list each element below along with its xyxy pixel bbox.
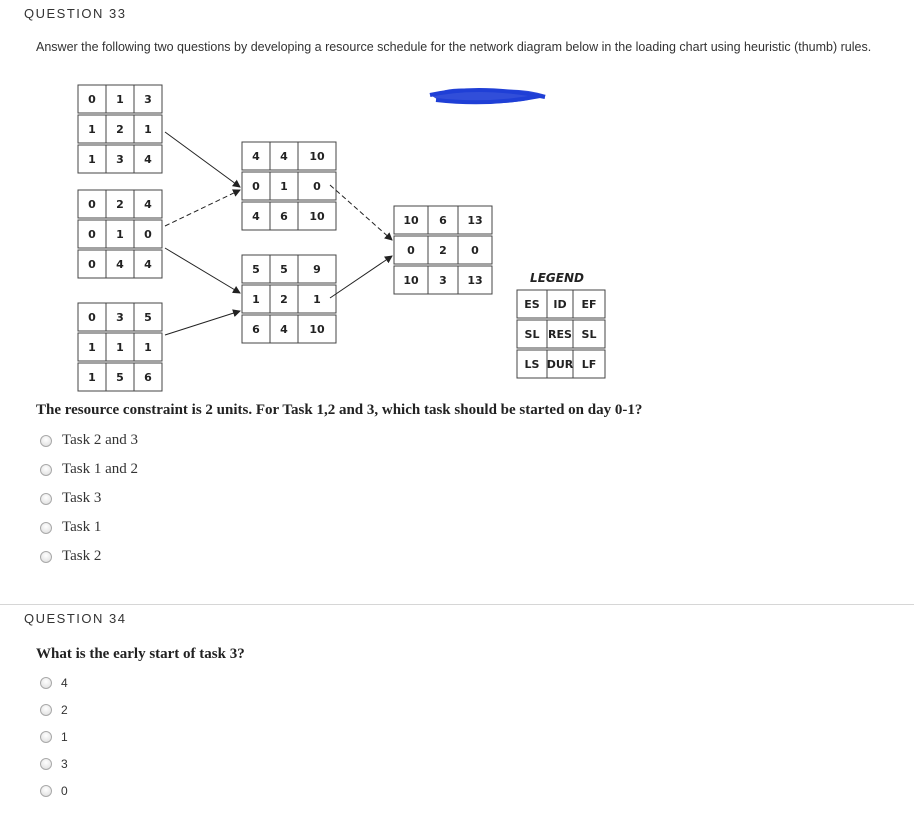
option-label: 1 — [61, 730, 68, 744]
activity-node-value: 4 — [252, 150, 260, 163]
activity-node-value: 1 — [144, 123, 152, 136]
legend-value: EF — [581, 298, 597, 311]
activity-node-value: 1 — [88, 371, 96, 384]
activity-node-value: 4 — [144, 258, 152, 271]
activity-node-value: 1 — [280, 180, 288, 193]
activity-node-value: 0 — [313, 180, 321, 193]
network-diagram — [0, 0, 914, 400]
dependency-arrow — [330, 185, 392, 240]
activity-node-value: 0 — [252, 180, 260, 193]
activity-node-value: 0 — [88, 93, 96, 106]
question-34-option-5[interactable] — [40, 784, 68, 798]
question-34-option-1[interactable] — [40, 676, 68, 690]
radio-button[interactable] — [40, 785, 52, 797]
option-label: Task 2 — [62, 548, 102, 564]
activity-node-value: 0 — [407, 244, 415, 257]
activity-node-value: 1 — [88, 341, 96, 354]
option-label: 2 — [61, 703, 68, 717]
legend-value: ES — [524, 298, 540, 311]
dependency-arrow — [165, 248, 240, 293]
radio-button[interactable] — [40, 493, 52, 505]
activity-node-value: 2 — [116, 123, 124, 136]
activity-node-value: 6 — [252, 323, 260, 336]
activity-node-value: 2 — [439, 244, 447, 257]
radio-button[interactable] — [40, 464, 52, 476]
activity-node-1 — [78, 85, 162, 173]
question-34-prompt: What is the early start of task 3? — [36, 646, 245, 662]
legend-value: DUR — [546, 358, 574, 371]
activity-node-value: 4 — [144, 198, 152, 211]
option-label: Task 1 — [62, 519, 102, 535]
question-33-option-4[interactable] — [40, 519, 101, 536]
activity-node-value: 0 — [144, 228, 152, 241]
activity-node-value: 2 — [116, 198, 124, 211]
activity-node-value: 1 — [88, 153, 96, 166]
activity-node-value: 0 — [88, 198, 96, 211]
question-33-heading: QUESTION 33 — [24, 6, 127, 21]
activity-node-value: 10 — [309, 150, 325, 163]
activity-node-value: 4 — [116, 258, 124, 271]
activity-node-value: 1 — [144, 341, 152, 354]
activity-node-value: 3 — [116, 153, 124, 166]
question-34-option-3[interactable] — [40, 730, 68, 744]
activity-node-6 — [394, 206, 492, 294]
activity-node-value: 4 — [280, 150, 288, 163]
question-33-option-5[interactable] — [40, 548, 101, 565]
activity-node-5 — [242, 255, 336, 343]
dependency-arrow — [165, 311, 240, 335]
legend-value: LS — [524, 358, 540, 371]
question-34-option-4[interactable] — [40, 757, 68, 771]
question-33-prompt: The resource constraint is 2 units. For Task 1,2 and 3, which task should be started on day 0-1? — [36, 402, 643, 418]
radio-button[interactable] — [40, 677, 52, 689]
radio-button[interactable] — [40, 522, 52, 534]
activity-node-value: 5 — [280, 263, 288, 276]
activity-node-value: 5 — [252, 263, 260, 276]
activity-node-3 — [78, 303, 162, 391]
activity-node-value: 6 — [280, 210, 288, 223]
activity-node-value: 9 — [313, 263, 321, 276]
activity-node-value: 6 — [439, 214, 447, 227]
question-34-heading: QUESTION 34 — [24, 611, 127, 626]
legend-value: RES — [548, 328, 572, 341]
activity-node-4 — [242, 142, 336, 230]
legend-title: LEGEND — [530, 271, 584, 285]
activity-node-value: 4 — [280, 323, 288, 336]
activity-node-value: 2 — [280, 293, 288, 306]
activity-node-value: 4 — [144, 153, 152, 166]
option-label: Task 3 — [62, 490, 102, 506]
legend-value: ID — [553, 298, 567, 311]
activity-node-value: 10 — [403, 214, 419, 227]
activity-node-value: 3 — [144, 93, 152, 106]
option-label: 0 — [61, 784, 68, 798]
activity-node-value: 1 — [116, 341, 124, 354]
dependency-arrow — [165, 190, 240, 226]
question-33-instructions: Answer the following two questions by developing a resource schedule for the network diagram below in the loading chart using heuristic (thumb) rules. — [36, 40, 872, 54]
activity-node-value: 10 — [403, 274, 419, 287]
activity-node-value: 10 — [309, 323, 325, 336]
option-label: 4 — [61, 676, 68, 690]
activity-node-value: 1 — [88, 123, 96, 136]
radio-button[interactable] — [40, 435, 52, 447]
activity-node-value: 6 — [144, 371, 152, 384]
legend-value: LF — [581, 358, 597, 371]
activity-node-value: 1 — [116, 228, 124, 241]
activity-node-value: 0 — [88, 311, 96, 324]
radio-button[interactable] — [40, 551, 52, 563]
question-33-option-3[interactable] — [40, 490, 101, 507]
activity-node-value: 4 — [252, 210, 260, 223]
activity-node-value: 0 — [88, 228, 96, 241]
activity-node-value: 5 — [116, 371, 124, 384]
question-34-option-2[interactable] — [40, 703, 68, 717]
question-33-option-2[interactable] — [40, 461, 138, 478]
activity-node-value: 0 — [471, 244, 479, 257]
activity-node-value: 1 — [116, 93, 124, 106]
activity-node-value: 0 — [88, 258, 96, 271]
legend — [517, 271, 605, 378]
activity-node-value: 1 — [313, 293, 321, 306]
activity-node-value: 13 — [467, 214, 483, 227]
activity-node-value: 5 — [144, 311, 152, 324]
dependency-arrow — [165, 132, 240, 187]
activity-node-2 — [78, 190, 162, 278]
activity-node-value: 10 — [309, 210, 325, 223]
radio-button[interactable] — [40, 731, 52, 743]
activity-node-value: 1 — [252, 293, 260, 306]
legend-value: SL — [524, 328, 540, 341]
legend-value: SL — [581, 328, 597, 341]
dependency-arrow — [330, 256, 392, 298]
question-divider — [0, 604, 914, 605]
option-label: 3 — [61, 757, 68, 771]
option-label: Task 2 and 3 — [62, 432, 139, 448]
radio-button[interactable] — [40, 758, 52, 770]
activity-node-value: 3 — [116, 311, 124, 324]
option-label: Task 1 and 2 — [62, 461, 139, 477]
radio-button[interactable] — [40, 704, 52, 716]
question-33-option-1[interactable] — [40, 432, 138, 449]
activity-node-value: 3 — [439, 274, 447, 287]
activity-node-value: 13 — [467, 274, 483, 287]
